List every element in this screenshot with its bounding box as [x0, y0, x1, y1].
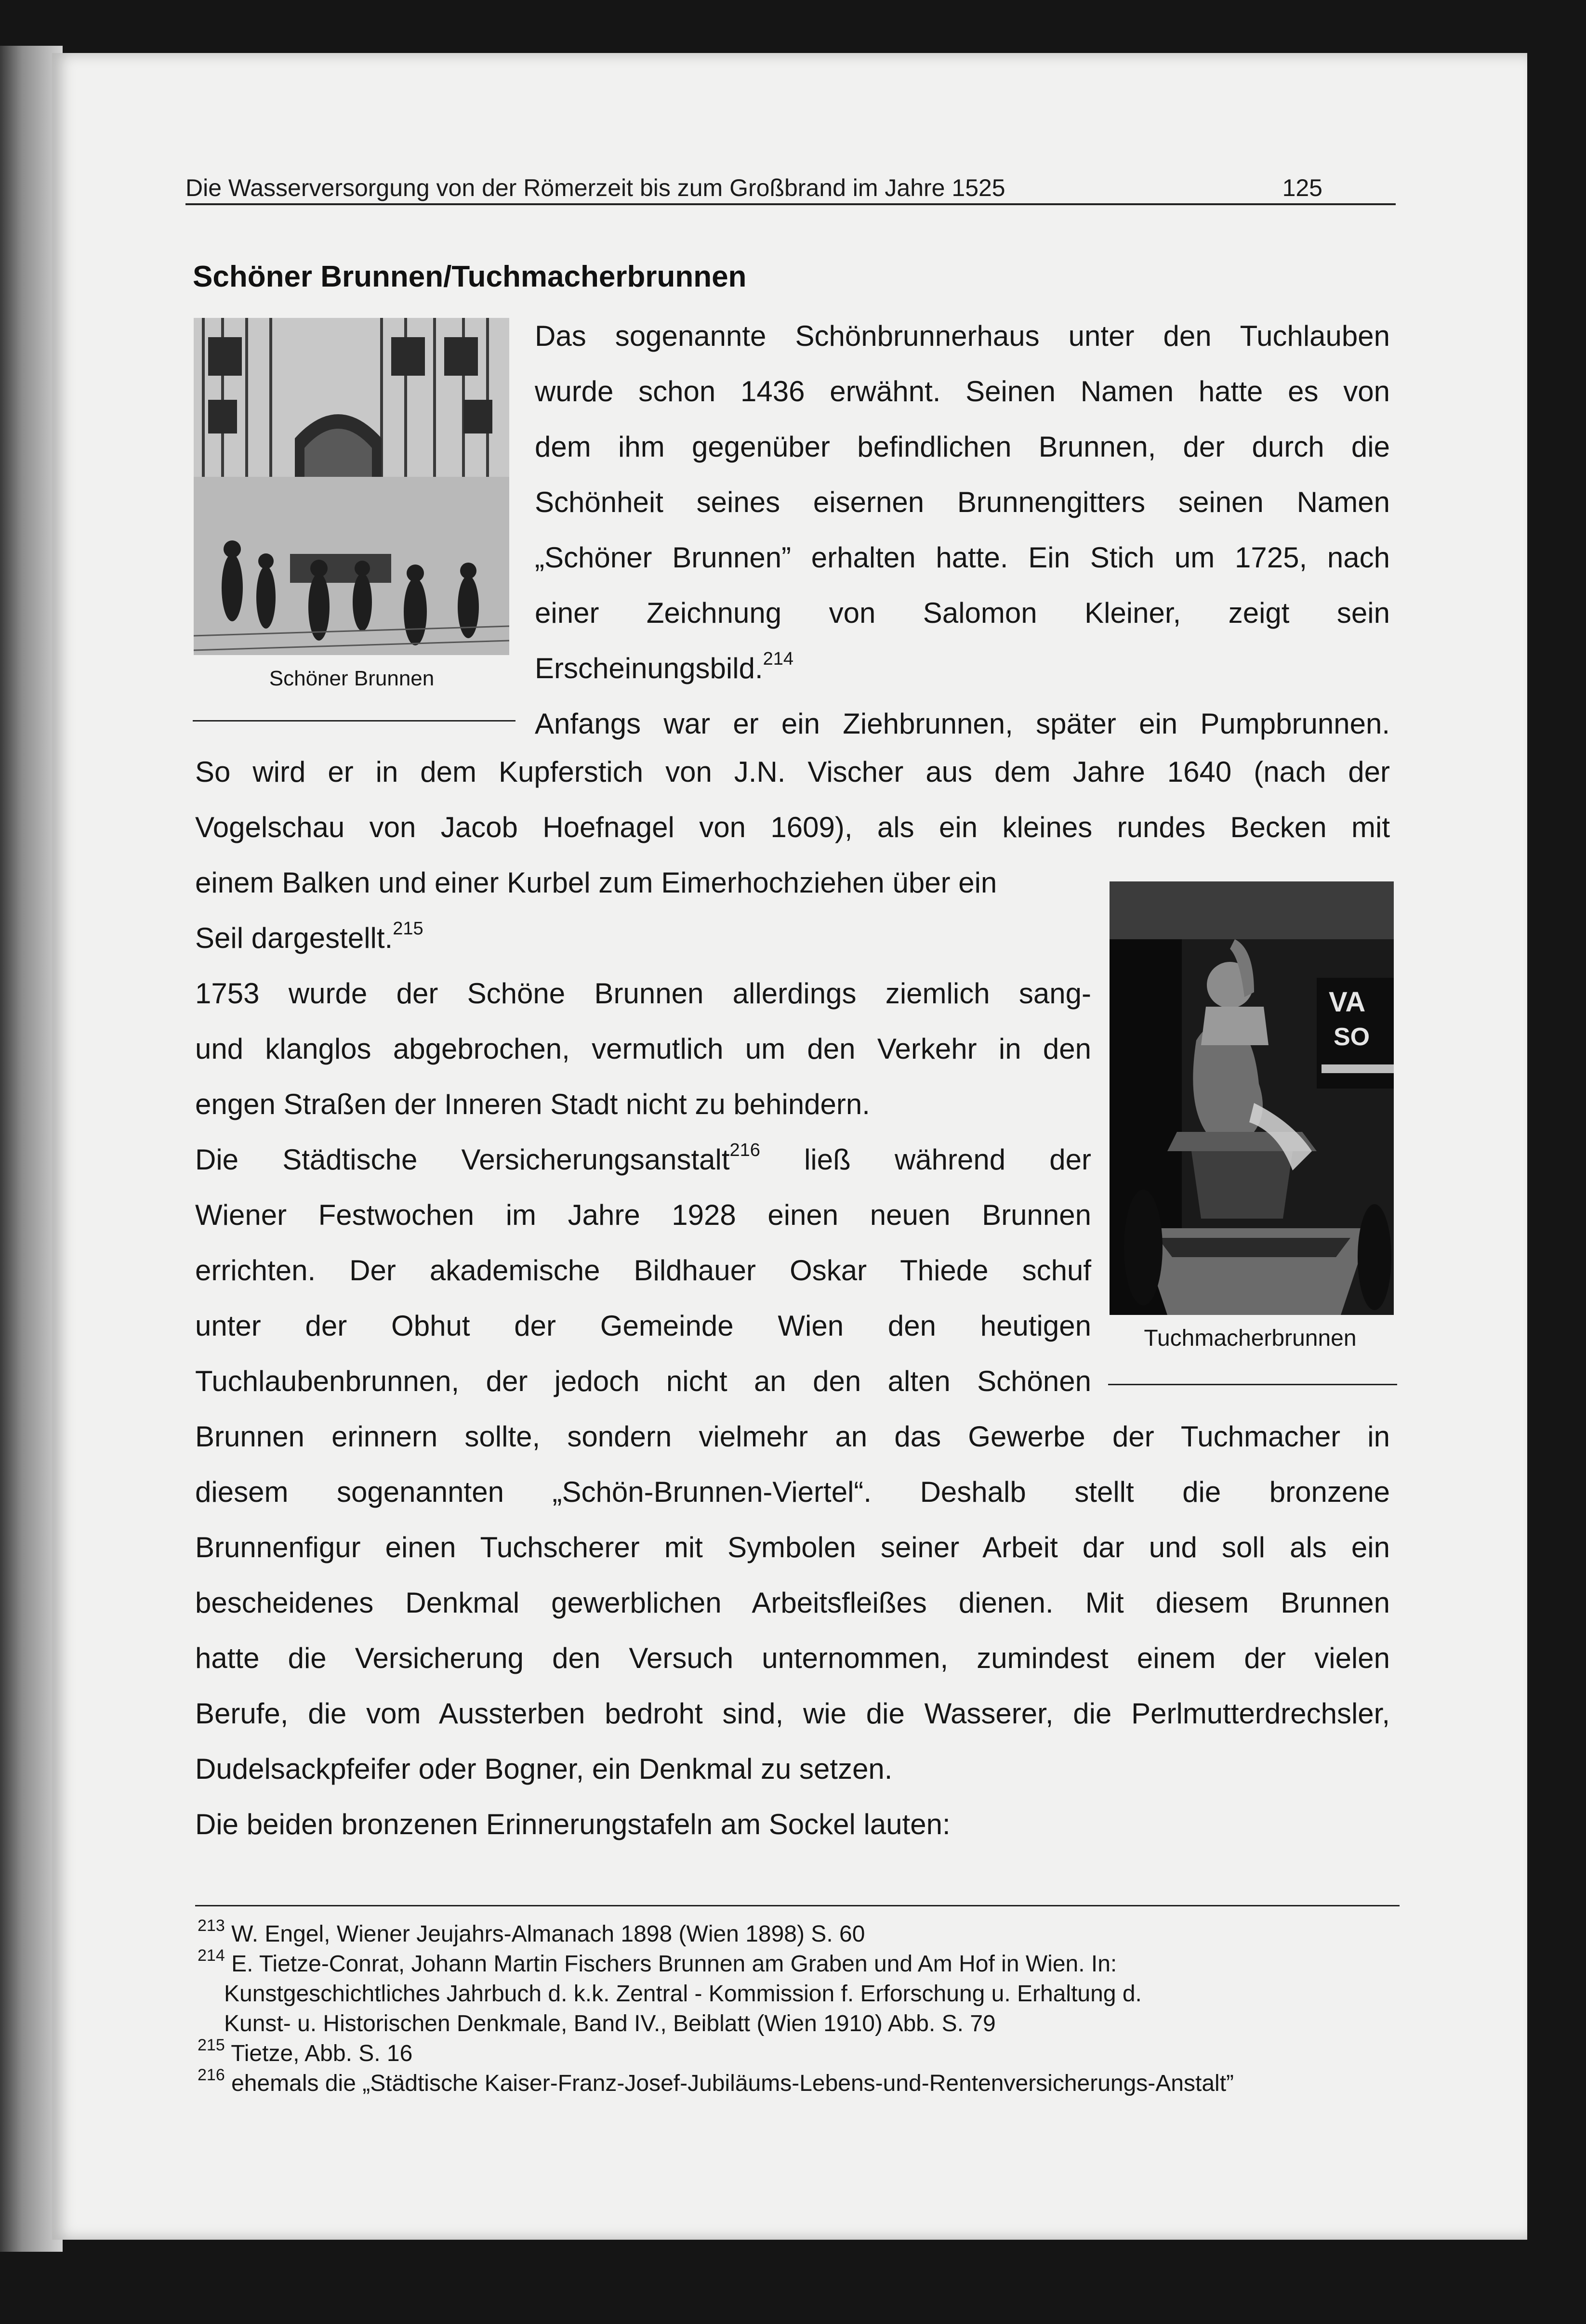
- text-line: hatte die Versicherung den Versuch unternommen, zumindest einem der vielen: [195, 1642, 1390, 1674]
- caption-tuchmacherbrunnen: Tuchmacherbrunnen: [1144, 1326, 1357, 1351]
- text-line: errichten. Der akademische Bildhauer Oskar Thiede schuf: [195, 1254, 1091, 1287]
- text-line: Das sogenannte Schönbrunnerhaus unter den Tuchlauben: [535, 320, 1390, 352]
- text-line: Die beiden bronzenen Erinnerungstafeln am Sockel lauten:: [195, 1808, 951, 1840]
- footnote-rule: [195, 1905, 1400, 1906]
- caption-schoener-brunnen: Schöner Brunnen: [269, 667, 435, 690]
- footnote-215: [198, 2036, 1402, 2069]
- footnote-number: 213: [198, 1917, 225, 1935]
- footnote-214: [198, 1946, 1402, 1979]
- paragraph-1: [535, 308, 1390, 751]
- text-line: einer Zeichnung von Salomon Kleiner, zeigt sein: [535, 597, 1390, 629]
- text-line: dem ihm gegenüber befindlichen Brunnen, der durch die: [535, 431, 1390, 463]
- text-line: Anfangs war er ein Ziehbrunnen, später ein Pumpbrunnen.: [535, 708, 1390, 740]
- text-line: Dudelsackpfeifer oder Bogner, ein Denkmal zu setzen.: [195, 1753, 893, 1785]
- page-number: 125: [1282, 174, 1322, 201]
- section-title: Schöner Brunnen/Tuchmacherbrunnen: [193, 260, 747, 293]
- text-line: [535, 641, 1390, 696]
- footnotes: [198, 1919, 1402, 2099]
- paragraph-4-full: [195, 1409, 1390, 1852]
- footnote-number: 215: [198, 2036, 225, 2054]
- footnote-ref-215: 215: [393, 919, 423, 939]
- text-line: Vogelschau von Jacob Hoefnagel von 1609), als ein kleines rundes Becken mit: [195, 811, 1390, 843]
- footnote-number: 216: [198, 2066, 225, 2084]
- text-line: [195, 910, 1091, 966]
- paragraph-2-full: [195, 744, 1390, 855]
- text-fragment: Erscheinungsbild.: [535, 652, 763, 684]
- text-line: diesem sogenannten „Schön-Brunnen-Viertel“. Deshalb stellt die bronzene: [195, 1476, 1390, 1508]
- caption-rule: [193, 720, 515, 722]
- text-line: engen Straßen der Inneren Stadt nicht zu behindern.: [195, 1088, 870, 1120]
- footnote-text: E. Tietze-Conrat, Johann Martin Fischers Brunnen am Graben und Am Hof in Wien. In:: [225, 1951, 1117, 1977]
- footnote-text: Tietze, Abb. S. 16: [225, 2041, 413, 2066]
- footnote-text: Kunst- u. Historischen Denkmale, Band IV., Beiblatt (Wien 1910) Abb. S. 79: [224, 2011, 996, 2036]
- text-line: „Schöner Brunnen” erhalten hatte. Ein Stich um 1725, nach: [535, 541, 1390, 574]
- text-line: [195, 1132, 1091, 1187]
- footnote-213: [198, 1919, 1402, 1949]
- text-line: So wird er in dem Kupferstich von J.N. Vischer aus dem Jahre 1640 (nach der: [195, 756, 1390, 788]
- text-fragment: Die Städtische Versicherungsanstalt: [195, 1143, 730, 1176]
- schoener-brunnen-engraving: [194, 318, 509, 655]
- footnote-216: [198, 2066, 1402, 2099]
- footnote-ref-214: 214: [763, 649, 794, 669]
- text-line: unter der Obhut der Gemeinde Wien den heutigen: [195, 1310, 1091, 1342]
- footnote-text: Kunstgeschichtliches Jahrbuch d. k.k. Zentral - Kommission f. Erforschung u. Erhaltung d.: [224, 1981, 1142, 2007]
- svg-text:VA: VA: [1329, 986, 1366, 1018]
- svg-text:SO: SO: [1334, 1023, 1370, 1051]
- text-line: Brunnen erinnern sollte, sondern vielmehr an das Gewerbe der Tuchmacher in: [195, 1420, 1390, 1453]
- header-rule: [185, 203, 1396, 205]
- text-line: Berufe, die vom Aussterben bedroht sind, wie die Wasserer, die Perlmutterdrechsler,: [195, 1697, 1390, 1730]
- text-line: und klanglos abgebrochen, vermutlich um den Verkehr in den: [195, 1033, 1091, 1065]
- text-line: bescheidenes Denkmal gewerblichen Arbeitsfleißes dienen. Mit diesem Brunnen: [195, 1587, 1390, 1619]
- header-title: Die Wasserversorgung von der Römerzeit bis zum Großbrand im Jahre 1525: [185, 174, 1005, 201]
- text-line: wurde schon 1436 erwähnt. Seinen Namen hatte es von: [535, 375, 1390, 407]
- text-fragment: ließ während der: [760, 1143, 1091, 1176]
- text-line: Brunnenfigur einen Tuchscherer mit Symbolen seiner Arbeit dar und soll als ein: [195, 1531, 1390, 1563]
- text-line: Wiener Festwochen im Jahre 1928 einen neuen Brunnen: [195, 1199, 1091, 1231]
- tuchmacherbrunnen-photo: [1110, 881, 1394, 1315]
- footnote-number: 214: [198, 1946, 225, 1965]
- footnote-ref-216: 216: [729, 1140, 760, 1160]
- paragraph-left-column: [195, 855, 1091, 1409]
- caption-rule: [1108, 1384, 1397, 1385]
- text-line: Tuchlaubenbrunnen, der jedoch nicht an den alten Schönen: [195, 1365, 1091, 1397]
- text-fragment: Seil dargestellt.: [195, 922, 393, 954]
- footnote-text: ehemals die „Städtische Kaiser-Franz-Josef-Jubiläums-Lebens-und-Rentenversicherungs-Anstalt”: [225, 2071, 1234, 2096]
- text-line: Schönheit seines eisernen Brunnengitters seinen Namen: [535, 486, 1390, 518]
- footnote-text: W. Engel, Wiener Jeujahrs-Almanach 1898 (Wien 1898) S. 60: [225, 1921, 865, 1947]
- text-line: einem Balken und einer Kurbel zum Eimerhochziehen über ein: [195, 867, 997, 899]
- text-line: 1753 wurde der Schöne Brunnen allerdings ziemlich sang-: [195, 977, 1091, 1010]
